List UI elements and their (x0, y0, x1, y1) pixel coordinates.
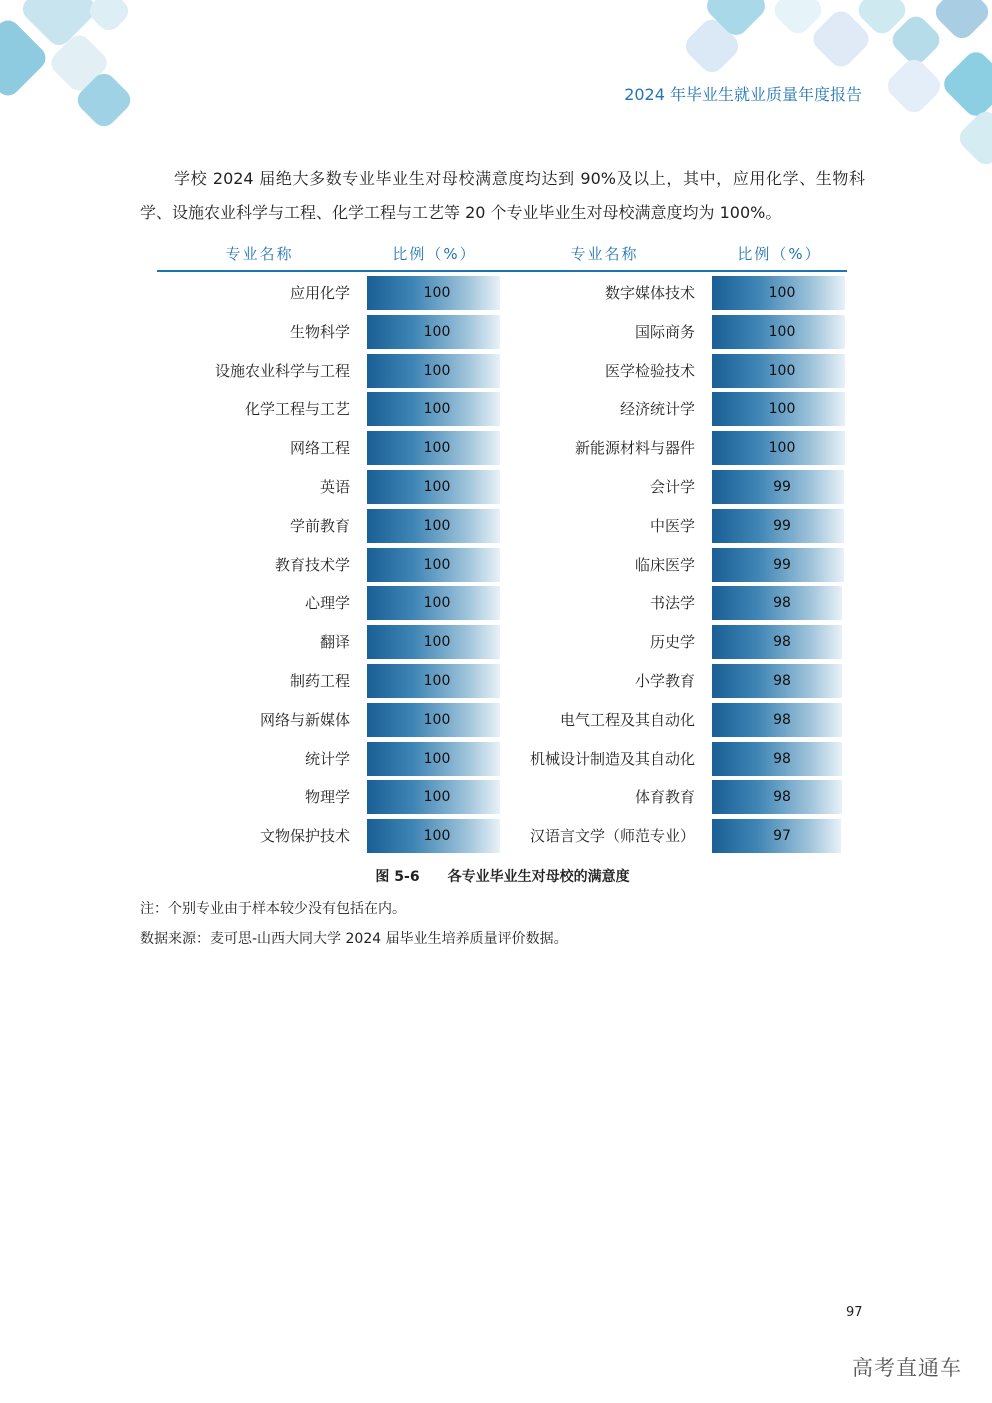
figure-number: 图 5-6 (375, 869, 420, 885)
major-name: 国际商务 (634, 323, 695, 341)
table-row (502, 315, 845, 349)
major-name: 心理学 (304, 594, 350, 612)
table-row (502, 509, 845, 543)
header-rule (157, 270, 847, 272)
table-row (157, 315, 500, 349)
ratio-bar (367, 703, 500, 737)
ratio-value: 100 (768, 440, 796, 456)
major-name: 学前教育 (289, 517, 350, 535)
major-name: 会计学 (649, 478, 695, 496)
major-name: 教育技术学 (274, 556, 350, 574)
ratio-bar (367, 276, 500, 310)
ratio-value: 100 (423, 324, 451, 340)
major-name: 网络工程 (289, 439, 350, 457)
ratio-bar (367, 625, 500, 659)
table-row (502, 586, 845, 620)
table-row (157, 625, 500, 659)
ratio-bar (712, 276, 845, 310)
table-row (157, 703, 500, 737)
major-name: 文物保护技术 (259, 827, 350, 845)
table-row (157, 586, 500, 620)
figure-title: 各专业毕业生对母校的满意度 (447, 869, 630, 885)
ratio-value: 100 (423, 479, 451, 495)
ratio-bar (367, 392, 500, 426)
ratio-value: 97 (773, 828, 791, 844)
right-ratio-header: 比例（%） (737, 245, 822, 263)
intro-paragraph: 学校 2024 届绝大多数专业毕业生对母校满意度均达到 90%及以上，其中，应用化学、生物科学、设施农业科学与工程、化学工程与工艺等 20 个专业毕业生对母校满意度均为 100%。 (140, 169, 865, 222)
ratio-value: 100 (423, 285, 451, 301)
ratio-value: 100 (423, 828, 451, 844)
major-name: 医学检验技术 (604, 362, 695, 380)
ratio-bar (712, 392, 845, 426)
ratio-bar (712, 431, 845, 465)
ratio-value: 100 (423, 363, 451, 379)
ratio-value: 100 (423, 518, 451, 534)
ratio-bar (367, 664, 500, 698)
major-name: 汉语言文学（师范专业） (529, 827, 695, 845)
ratio-bar (367, 470, 500, 504)
major-name: 电气工程及其自动化 (559, 711, 695, 729)
table-row (502, 431, 845, 465)
ratio-bar (712, 625, 842, 659)
major-name: 书法学 (649, 594, 695, 612)
table-row (502, 354, 845, 388)
table-row (502, 470, 845, 504)
ratio-bar (367, 431, 500, 465)
major-name: 机械设计制造及其自动化 (529, 750, 695, 768)
table-row (157, 276, 500, 310)
ratio-bar (712, 780, 842, 814)
figure-caption (140, 866, 865, 886)
table-row (502, 548, 845, 582)
ratio-bar (367, 780, 500, 814)
ratio-value: 99 (773, 479, 791, 495)
ratio-value: 98 (773, 634, 791, 650)
ratio-bar (712, 548, 844, 582)
table-row (502, 276, 845, 310)
watermark: 高考直通车 (852, 1356, 962, 1380)
page-header-title: 2024 年毕业生就业质量年度报告 (624, 85, 862, 104)
ratio-bar (367, 586, 500, 620)
ratio-value: 100 (768, 363, 796, 379)
ratio-value: 98 (773, 789, 791, 805)
ratio-value: 100 (423, 789, 451, 805)
note-text: 注：个别专业由于样本较少没有包括在内。 (140, 901, 406, 917)
major-name: 体育教育 (634, 788, 695, 806)
ratio-bar (367, 354, 500, 388)
ratio-bar (367, 509, 500, 543)
major-name: 翻译 (319, 633, 350, 651)
major-name: 制药工程 (289, 672, 350, 690)
major-name: 中医学 (649, 517, 695, 535)
ratio-bar (367, 315, 500, 349)
table-row (157, 780, 500, 814)
left-ratio-header: 比例（%） (392, 245, 477, 263)
source-text: 数据来源：麦可思-山西大同大学 2024 届毕业生培养质量评价数据。 (140, 931, 568, 947)
table-row (157, 509, 500, 543)
left-major-header: 专业名称 (225, 245, 294, 263)
ratio-value: 98 (773, 673, 791, 689)
major-name: 经济统计学 (619, 400, 695, 418)
ratio-bar (712, 470, 844, 504)
ratio-bar (712, 315, 845, 349)
major-name: 应用化学 (289, 284, 350, 302)
major-name: 英语 (319, 478, 350, 496)
ratio-bar (367, 742, 500, 776)
ratio-value: 100 (768, 324, 796, 340)
page-number: 97 (846, 1305, 863, 1320)
table-row (157, 742, 500, 776)
major-name: 物理学 (304, 788, 350, 806)
table-row (502, 392, 845, 426)
ratio-bar (712, 819, 841, 853)
ratio-value: 98 (773, 712, 791, 728)
ratio-value: 100 (423, 557, 451, 573)
major-name: 新能源材料与器件 (574, 439, 695, 457)
ratio-bar (367, 548, 500, 582)
table-row (502, 819, 845, 853)
major-name: 网络与新媒体 (259, 711, 350, 729)
ratio-value: 100 (423, 634, 451, 650)
major-name: 数字媒体技术 (604, 284, 695, 302)
ratio-bar (712, 664, 842, 698)
ratio-bar (367, 819, 500, 853)
ratio-value: 98 (773, 595, 791, 611)
ratio-bar (712, 703, 842, 737)
ratio-value: 100 (423, 712, 451, 728)
ratio-value: 100 (423, 751, 451, 767)
table-row (157, 431, 500, 465)
ratio-value: 100 (423, 401, 451, 417)
table-row (157, 354, 500, 388)
ratio-bar (712, 354, 845, 388)
ratio-bar (712, 586, 842, 620)
major-name: 临床医学 (634, 556, 695, 574)
table-row (502, 780, 845, 814)
table-row (157, 664, 500, 698)
ratio-value: 100 (423, 595, 451, 611)
ratio-value: 99 (773, 518, 791, 534)
ratio-value: 99 (773, 557, 791, 573)
table-row (157, 392, 500, 426)
ratio-value: 100 (768, 285, 796, 301)
ratio-value: 98 (773, 751, 791, 767)
table-row (502, 625, 845, 659)
major-name: 统计学 (304, 750, 350, 768)
ratio-value: 100 (423, 673, 451, 689)
table-row (502, 703, 845, 737)
table-row (157, 470, 500, 504)
ratio-bar (712, 742, 842, 776)
table-row (157, 819, 500, 853)
ratio-value: 100 (768, 401, 796, 417)
ratio-value: 100 (423, 440, 451, 456)
table-row (502, 664, 845, 698)
table-row (502, 742, 845, 776)
major-name: 生物科学 (289, 323, 350, 341)
right-major-header: 专业名称 (570, 245, 639, 263)
major-name: 历史学 (649, 633, 695, 651)
major-name: 化学工程与工艺 (244, 400, 350, 418)
table-row (157, 548, 500, 582)
major-name: 小学教育 (634, 672, 695, 690)
ratio-bar (712, 509, 844, 543)
major-name: 设施农业科学与工程 (214, 362, 350, 380)
